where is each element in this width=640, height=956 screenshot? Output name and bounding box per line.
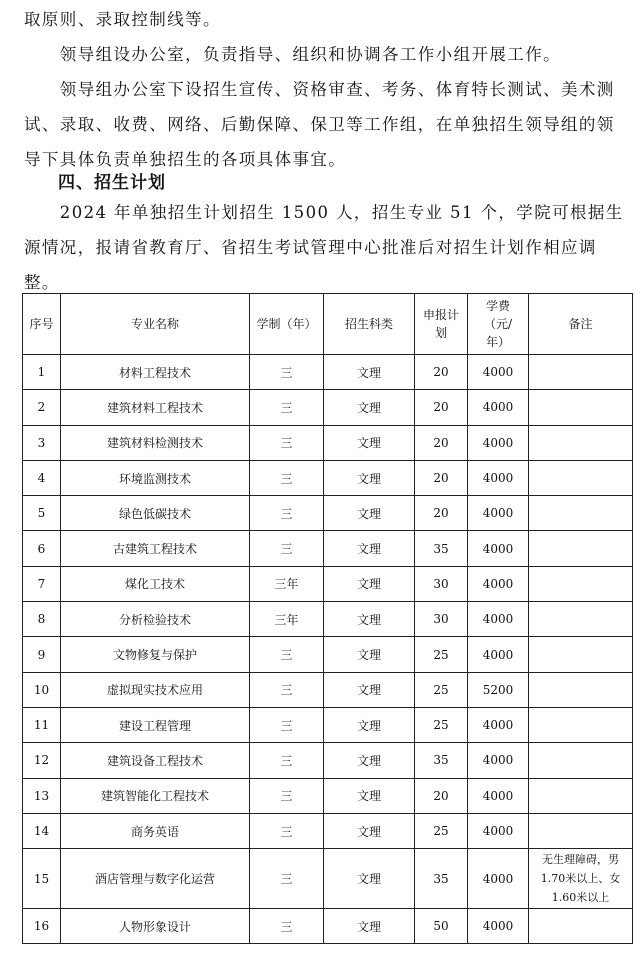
cell-notes — [529, 602, 633, 637]
cell-duration: 三 — [250, 355, 324, 390]
section-heading: 四、招生计划 — [58, 173, 166, 193]
cell-tuition: 4000 — [468, 425, 529, 460]
table-row — [23, 460, 633, 495]
cell-major: 人物形象设计 — [61, 909, 250, 944]
cell-category: 文理 — [324, 707, 415, 742]
cell-tuition: 4000 — [468, 778, 529, 813]
table-header-row — [23, 294, 633, 355]
cell-index: 16 — [23, 909, 61, 944]
cell-duration: 三 — [250, 672, 324, 707]
table-row — [23, 496, 633, 531]
cell-category: 文理 — [324, 743, 415, 778]
cell-category: 文理 — [324, 778, 415, 813]
cell-index: 9 — [23, 637, 61, 672]
cell-duration: 三 — [250, 496, 324, 531]
cell-major: 绿色低碳技术 — [61, 496, 250, 531]
cell-tuition: 4000 — [468, 460, 529, 495]
header-notes: 备注 — [529, 294, 633, 355]
cell-duration: 三年 — [250, 602, 324, 637]
cell-index: 7 — [23, 566, 61, 601]
cell-category: 文理 — [324, 425, 415, 460]
cell-category: 文理 — [324, 672, 415, 707]
cell-index: 13 — [23, 778, 61, 813]
table-row — [23, 813, 633, 848]
cell-duration: 三 — [250, 909, 324, 944]
table-row — [23, 531, 633, 566]
cell-notes — [529, 637, 633, 672]
header-plan: 申报计划 — [415, 294, 468, 355]
cell-notes: 无生理障碍，男1.70米以上、女1.60米以上 — [529, 849, 633, 909]
cell-plan: 50 — [415, 909, 468, 944]
cell-tuition: 4000 — [468, 707, 529, 742]
cell-duration: 三 — [250, 849, 324, 909]
cell-tuition: 4000 — [468, 566, 529, 601]
cell-plan: 30 — [415, 566, 468, 601]
header-index: 序号 — [23, 294, 61, 355]
cell-major: 文物修复与保护 — [61, 637, 250, 672]
cell-category: 文理 — [324, 637, 415, 672]
cell-major: 煤化工技术 — [61, 566, 250, 601]
cell-duration: 三 — [250, 460, 324, 495]
cell-index: 3 — [23, 425, 61, 460]
cell-notes — [529, 672, 633, 707]
cell-major: 虚拟现实技术应用 — [61, 672, 250, 707]
cell-category: 文理 — [324, 909, 415, 944]
table-row — [23, 602, 633, 637]
cell-category: 文理 — [324, 813, 415, 848]
cell-plan: 20 — [415, 778, 468, 813]
cell-plan: 20 — [415, 460, 468, 495]
cell-major: 商务英语 — [61, 813, 250, 848]
cell-category: 文理 — [324, 566, 415, 601]
table-row — [23, 355, 633, 390]
cell-plan: 20 — [415, 425, 468, 460]
table-row — [23, 849, 633, 909]
cell-tuition: 4000 — [468, 909, 529, 944]
cell-notes — [529, 707, 633, 742]
cell-duration: 三 — [250, 707, 324, 742]
cell-plan: 25 — [415, 637, 468, 672]
table-row — [23, 390, 633, 425]
cell-tuition: 4000 — [468, 496, 529, 531]
cell-duration: 三 — [250, 778, 324, 813]
cell-notes — [529, 566, 633, 601]
cell-plan: 25 — [415, 813, 468, 848]
cell-category: 文理 — [324, 602, 415, 637]
cell-plan: 25 — [415, 672, 468, 707]
table-row — [23, 743, 633, 778]
paragraph-3: 领导组办公室下设招生宣传、资格审查、考务、体育特长测试、美术测试、录取、收费、网络、后勤保障、保卫等工作组，在单独招生领导组的领导下具体负责单独招生的各项具体事宜。 — [24, 80, 615, 169]
cell-index: 12 — [23, 743, 61, 778]
header-tuition: 学费（元/年） — [468, 294, 529, 355]
table-row — [23, 778, 633, 813]
cell-index: 11 — [23, 707, 61, 742]
cell-major: 环境监测技术 — [61, 460, 250, 495]
cell-major: 分析检验技术 — [61, 602, 250, 637]
cell-major: 建筑材料工程技术 — [61, 390, 250, 425]
cell-major: 材料工程技术 — [61, 355, 250, 390]
cell-category: 文理 — [324, 355, 415, 390]
cell-plan: 20 — [415, 390, 468, 425]
cell-tuition: 4000 — [468, 390, 529, 425]
cell-index: 15 — [23, 849, 61, 909]
cell-category: 文理 — [324, 390, 415, 425]
plan-paragraph: 2024 年单独招生计划招生 1500 人，招生专业 51 个，学院可根据生源情况，报请省教育厅、省招生考试管理中心批准后对招生计划作相应调整。 — [24, 203, 624, 292]
cell-tuition: 4000 — [468, 813, 529, 848]
cell-plan: 20 — [415, 496, 468, 531]
cell-notes — [529, 743, 633, 778]
table-row — [23, 672, 633, 707]
table-body — [23, 355, 633, 944]
cell-notes — [529, 531, 633, 566]
cell-notes — [529, 813, 633, 848]
table-row — [23, 707, 633, 742]
cell-plan: 25 — [415, 707, 468, 742]
cell-category: 文理 — [324, 496, 415, 531]
table-row — [23, 637, 633, 672]
cell-tuition: 4000 — [468, 602, 529, 637]
cell-category: 文理 — [324, 460, 415, 495]
cell-tuition: 4000 — [468, 355, 529, 390]
cell-index: 8 — [23, 602, 61, 637]
table-row — [23, 909, 633, 944]
cell-plan: 35 — [415, 531, 468, 566]
cell-major: 建筑智能化工程技术 — [61, 778, 250, 813]
cell-index: 4 — [23, 460, 61, 495]
paragraph-2: 领导组设办公室，负责指导、组织和协调各工作小组开展工作。 — [24, 45, 561, 64]
enrollment-plan-table — [22, 293, 633, 944]
cell-notes — [529, 425, 633, 460]
header-major: 专业名称 — [61, 294, 250, 355]
cell-index: 2 — [23, 390, 61, 425]
cell-tuition: 5200 — [468, 672, 529, 707]
cell-tuition: 4000 — [468, 637, 529, 672]
cell-category: 文理 — [324, 849, 415, 909]
cell-index: 10 — [23, 672, 61, 707]
cell-duration: 三 — [250, 390, 324, 425]
cell-tuition: 4000 — [468, 531, 529, 566]
cell-tuition: 4000 — [468, 743, 529, 778]
cell-major: 建筑材料检测技术 — [61, 425, 250, 460]
cell-tuition: 4000 — [468, 849, 529, 909]
cell-duration: 三 — [250, 743, 324, 778]
table-row — [23, 566, 633, 601]
cell-major: 建设工程管理 — [61, 707, 250, 742]
cell-category: 文理 — [324, 531, 415, 566]
cell-duration: 三 — [250, 425, 324, 460]
cell-duration: 三 — [250, 813, 324, 848]
cell-plan: 30 — [415, 602, 468, 637]
cell-notes — [529, 460, 633, 495]
cell-plan: 20 — [415, 355, 468, 390]
cell-notes — [529, 778, 633, 813]
cell-notes — [529, 390, 633, 425]
cell-notes — [529, 909, 633, 944]
cell-index: 14 — [23, 813, 61, 848]
cell-index: 6 — [23, 531, 61, 566]
cell-major: 酒店管理与数字化运营 — [61, 849, 250, 909]
cell-notes — [529, 355, 633, 390]
table-row — [23, 425, 633, 460]
cell-duration: 三年 — [250, 566, 324, 601]
header-duration: 学制（年） — [250, 294, 324, 355]
cell-major: 古建筑工程技术 — [61, 531, 250, 566]
cell-duration: 三 — [250, 637, 324, 672]
cell-major: 建筑设备工程技术 — [61, 743, 250, 778]
cell-duration: 三 — [250, 531, 324, 566]
header-category: 招生科类 — [324, 294, 415, 355]
cell-index: 1 — [23, 355, 61, 390]
cell-plan: 35 — [415, 743, 468, 778]
cell-index: 5 — [23, 496, 61, 531]
cell-notes — [529, 496, 633, 531]
cell-plan: 35 — [415, 849, 468, 909]
paragraph-1: 取原则、录取控制线等。 — [24, 10, 221, 29]
